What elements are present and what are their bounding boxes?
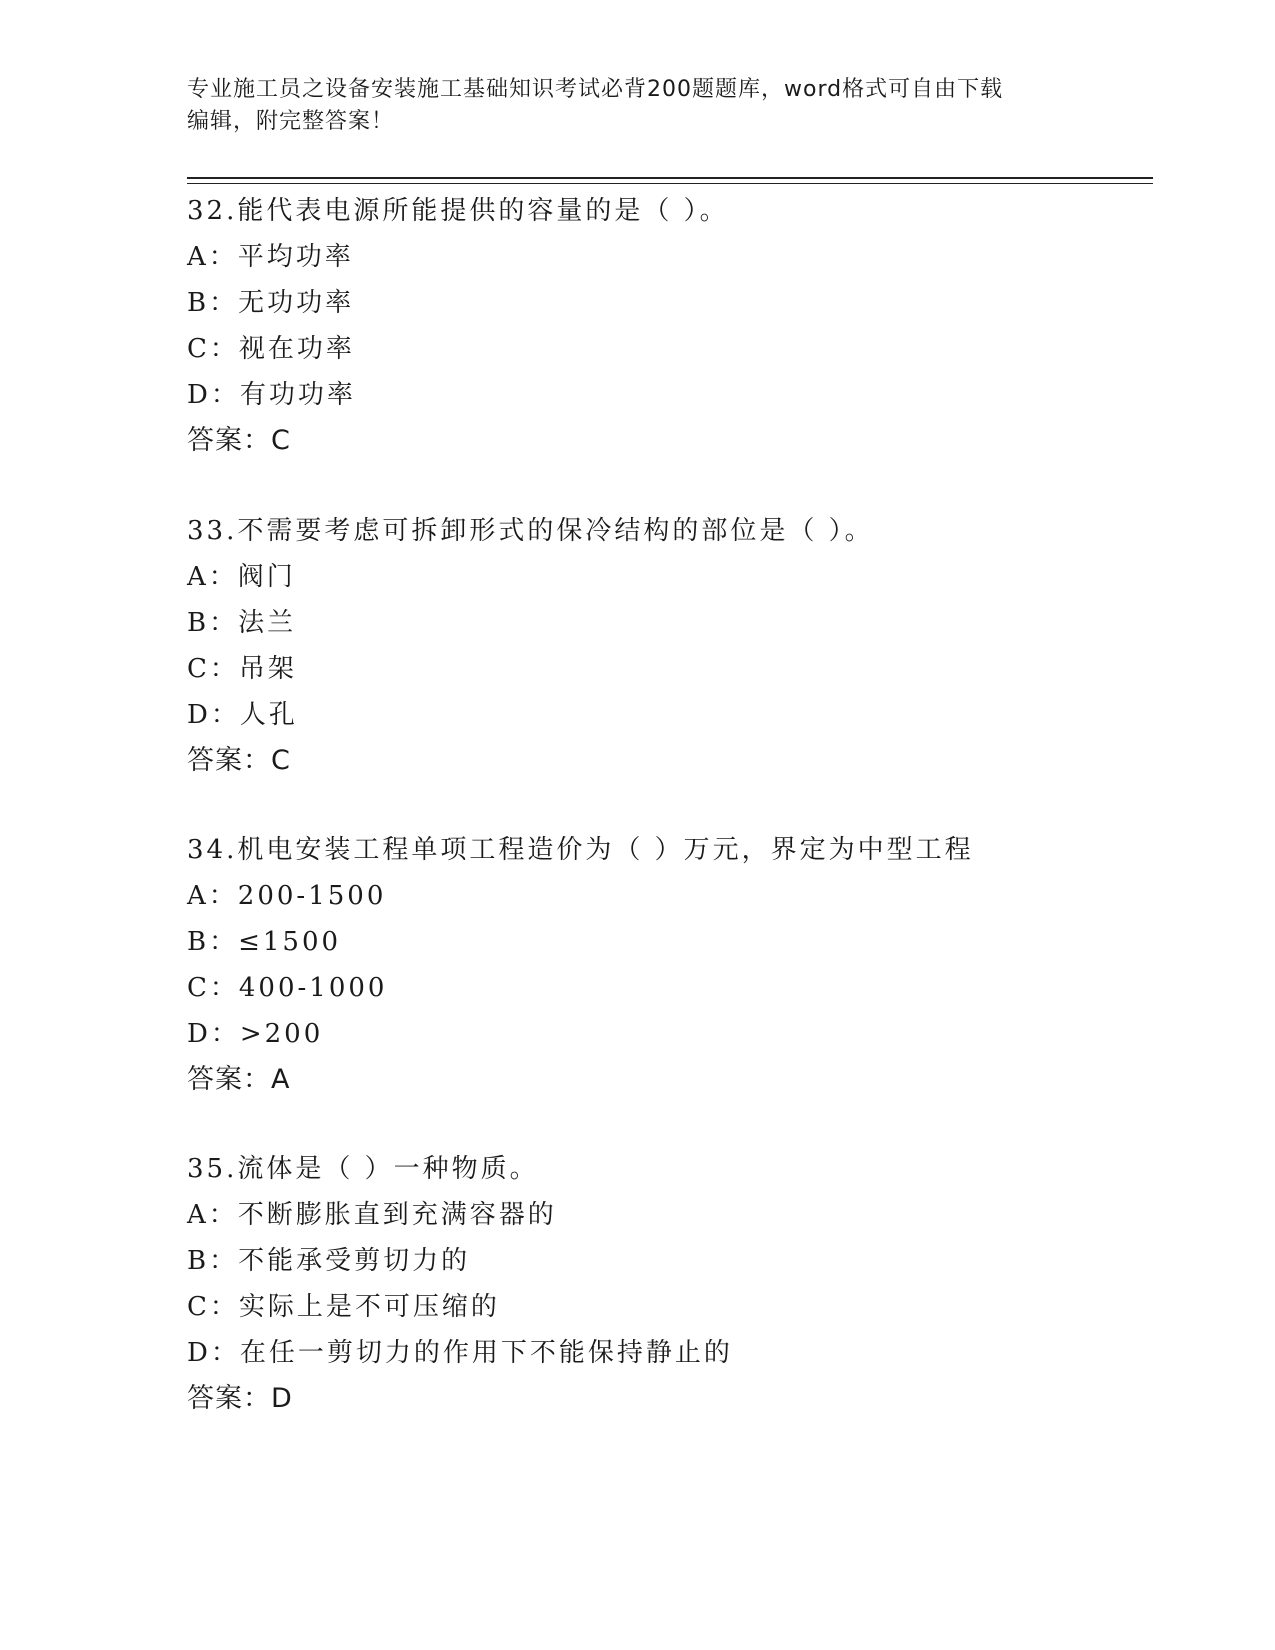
option-b: B：不能承受剪切力的 xyxy=(187,1246,471,1276)
answer: 答案：C xyxy=(187,425,291,456)
option-d: D：有功功率 xyxy=(187,380,356,410)
option-d: D：人孔 xyxy=(187,700,298,730)
option-a: A：平均功率 xyxy=(187,242,354,272)
answer: 答案：C xyxy=(187,745,291,776)
option-b: B：法兰 xyxy=(187,608,297,638)
header-line-1: 专业施工员之设备安装施工基础知识考试必背200题题库，word格式可自由下载 xyxy=(187,77,1004,102)
option-a: A：200-1500 xyxy=(187,881,387,911)
document-header xyxy=(187,74,1067,138)
option-d: D：在任一剪切力的作用下不能保持静止的 xyxy=(187,1338,733,1368)
option-a: A：阀门 xyxy=(187,562,296,592)
question-35 xyxy=(187,1146,1147,1422)
option-c: C：400-1000 xyxy=(187,973,388,1003)
option-c: C：吊架 xyxy=(187,654,297,684)
header-divider-thin xyxy=(187,183,1153,184)
header-line-2: 编辑，附完整答案！ xyxy=(187,109,395,134)
answer: 答案：A xyxy=(187,1064,291,1095)
option-c: C：实际上是不可压缩的 xyxy=(187,1292,500,1322)
question-title: 32.能代表电源所能提供的容量的是（ ）。 xyxy=(187,196,729,226)
question-33 xyxy=(187,508,1147,784)
question-34 xyxy=(187,827,1147,1103)
option-b: B：无功功率 xyxy=(187,288,355,318)
question-32 xyxy=(187,188,1147,464)
answer: 答案：D xyxy=(187,1383,293,1414)
question-title: 33.不需要考虑可拆卸形式的保冷结构的部位是（ ）。 xyxy=(187,516,874,546)
option-c: C：视在功率 xyxy=(187,334,355,364)
question-title: 35.流体是（ ）一种物质。 xyxy=(187,1154,539,1184)
question-title: 34.机电安装工程单项工程造价为（ ）万元，界定为中型工程 xyxy=(187,835,974,865)
option-d: D：>200 xyxy=(187,1019,324,1049)
option-b: B：≤1500 xyxy=(187,927,342,957)
header-divider-thick xyxy=(187,177,1153,179)
option-a: A：不断膨胀直到充满容器的 xyxy=(187,1200,557,1230)
